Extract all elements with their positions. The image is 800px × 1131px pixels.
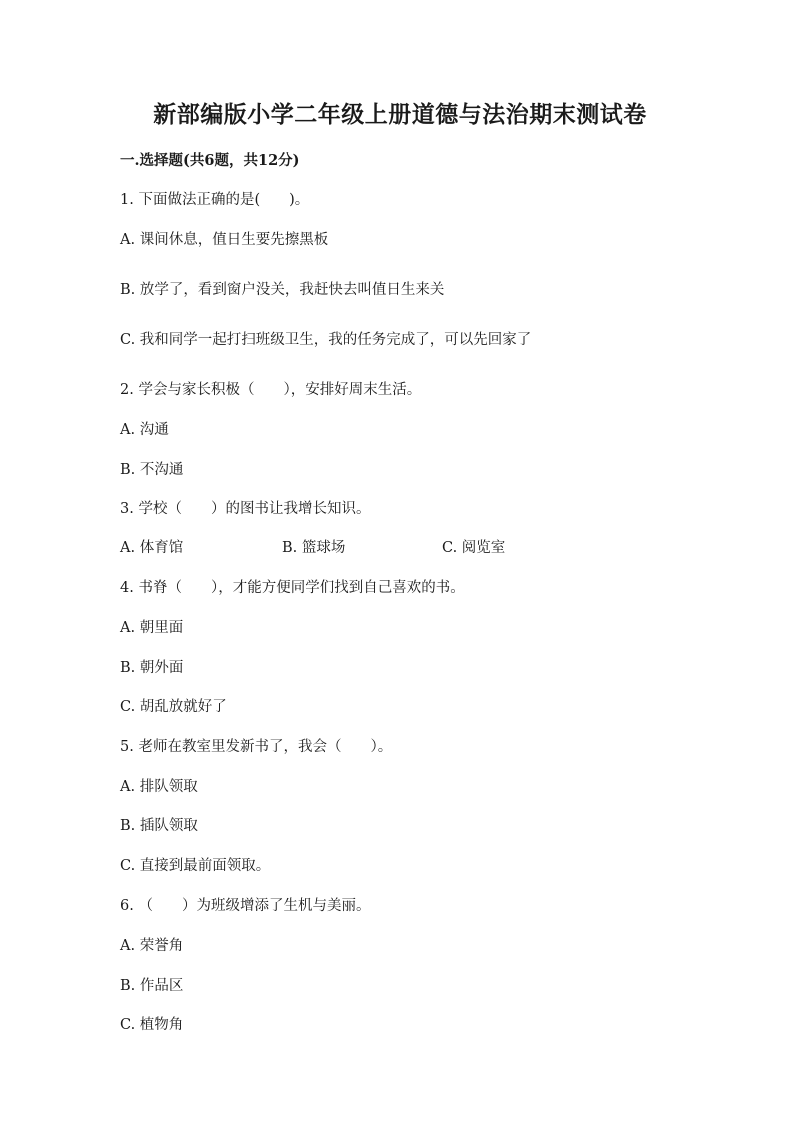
question-3-option-c: C. 阅览室 xyxy=(442,540,506,556)
question-5-option-c: C. 直接到最前面领取。 xyxy=(120,858,271,874)
question-1-option-b: B. 放学了，看到窗户没关，我赶快去叫值日生来关 xyxy=(120,282,445,298)
question-5-stem: 5. 老师在教室里发新书了，我会（ ）。 xyxy=(120,739,393,755)
question-3-option-a: A. 体育馆 xyxy=(120,540,184,556)
question-6-stem: 6. （ ）为班级增添了生机与美丽。 xyxy=(120,898,371,914)
question-6-option-a: A. 荣誉角 xyxy=(120,938,184,954)
question-5-option-a: A. 排队领取 xyxy=(120,779,198,795)
question-3-option-b: B. 篮球场 xyxy=(282,540,346,556)
question-1-option-c: C. 我和同学一起打扫班级卫生，我的任务完成了，可以先回家了 xyxy=(120,332,532,348)
question-2-option-a: A. 沟通 xyxy=(120,422,169,438)
question-4-option-b: B. 朝外面 xyxy=(120,660,184,676)
question-2-stem: 2. 学会与家长积极（ ），安排好周末生活。 xyxy=(120,382,422,398)
question-1-stem: 1. 下面做法正确的是( )。 xyxy=(120,192,310,208)
question-3-stem: 3. 学校（ ）的图书让我增长知识。 xyxy=(120,501,371,517)
question-4-option-a: A. 朝里面 xyxy=(120,620,184,636)
question-1-option-a: A. 课间休息，值日生要先擦黑板 xyxy=(120,232,329,248)
section-heading: 一.选择题(共6题，共12分) xyxy=(120,152,300,169)
question-2-option-b: B. 不沟通 xyxy=(120,462,184,478)
question-6-option-b: B. 作品区 xyxy=(120,978,184,994)
question-4-stem: 4. 书脊（ ），才能方便同学们找到自己喜欢的书。 xyxy=(120,580,465,596)
question-5-option-b: B. 插队领取 xyxy=(120,818,198,834)
question-6-option-c: C. 植物角 xyxy=(120,1017,184,1033)
page-title: 新部编版小学二年级上册道德与法治期末测试卷 xyxy=(153,101,647,128)
question-4-option-c: C. 胡乱放就好了 xyxy=(120,699,227,715)
